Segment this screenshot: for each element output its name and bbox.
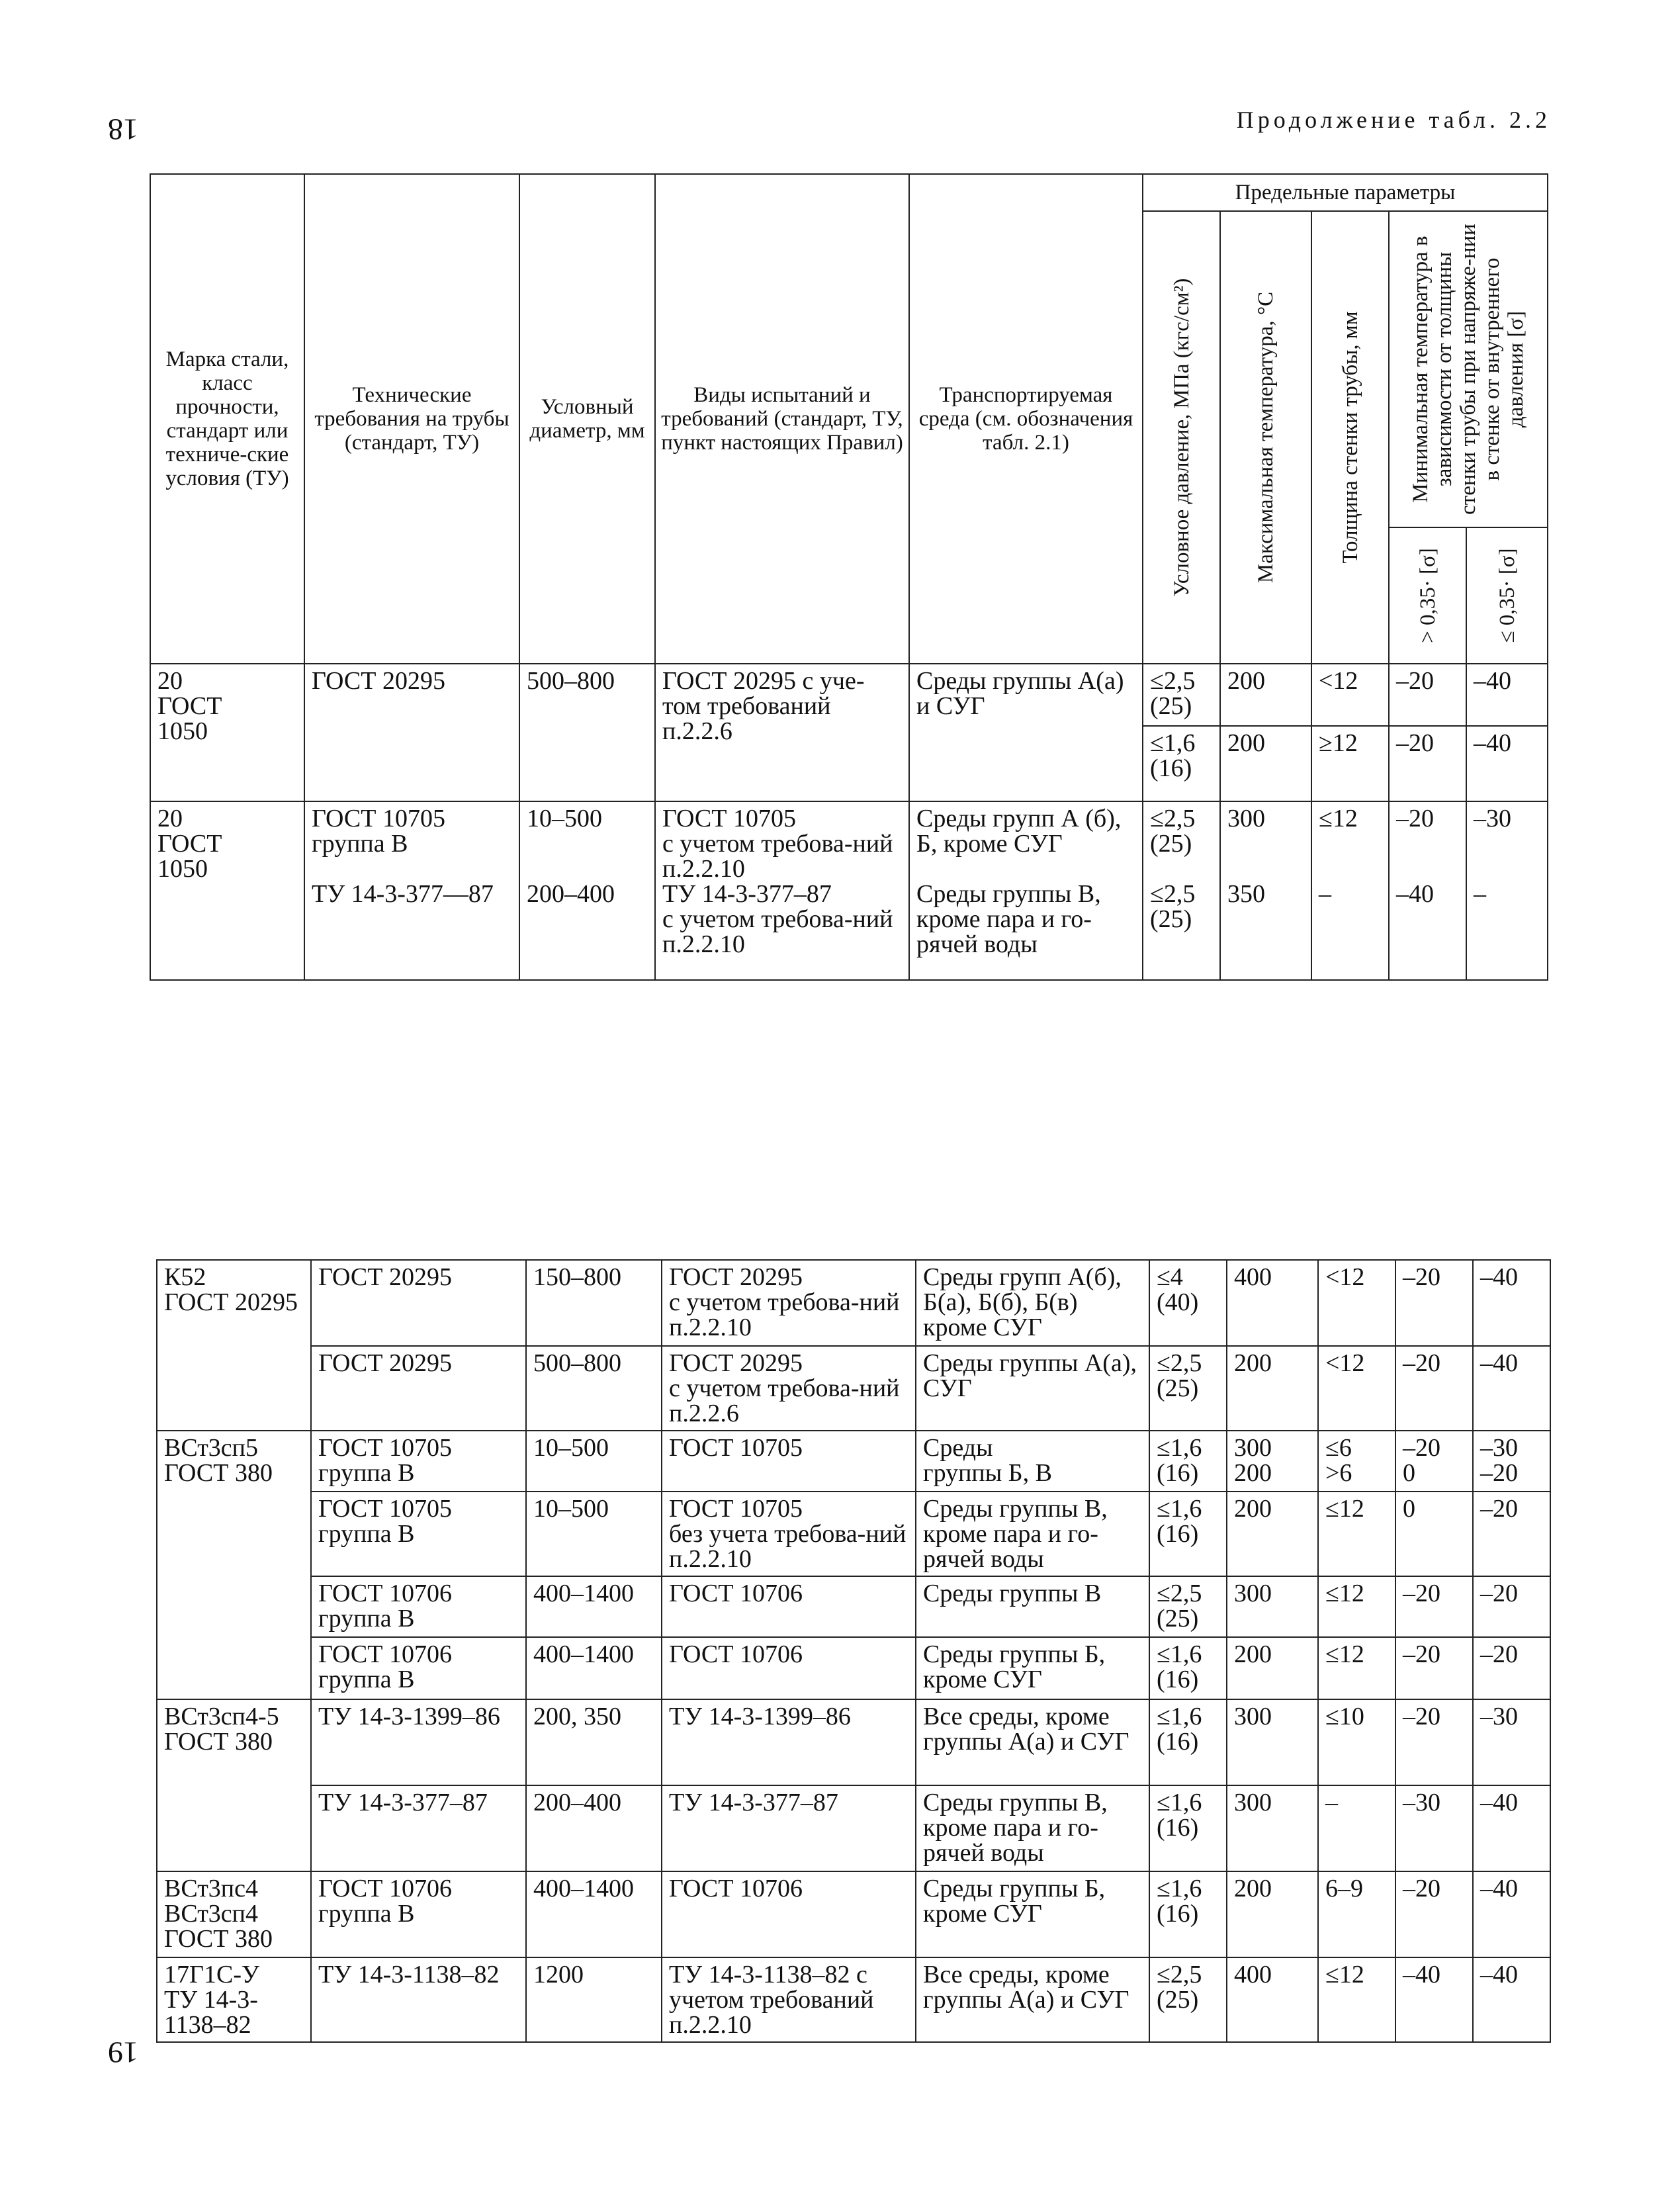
cell-grade: 20 ГОСТ 1050 [150, 801, 304, 980]
cell-temp: 300 [1227, 1699, 1318, 1785]
cell-diameter: 200–400 [526, 1785, 662, 1871]
cell-temp: 400 [1227, 1260, 1318, 1346]
cell-diameter: 10–500 [526, 1492, 662, 1576]
cell-tests: ГОСТ 10705 с учетом требова-ний п.2.2.10 ТУ 14-3-377–87 с учетом требова-ний п.2.2.10 [655, 801, 909, 980]
cell-medium: Все среды, кроме группы А(а) и СУГ [916, 1957, 1149, 2042]
cell-le: –40 [1466, 726, 1548, 801]
cell-gt: –20 [1395, 1260, 1473, 1346]
cell-tests: ТУ 14-3-1399–86 [662, 1699, 916, 1785]
cell-temp: 200 [1220, 726, 1311, 801]
cell-diameter: 400–1400 [526, 1871, 662, 1957]
cell-le: –40 [1473, 1346, 1550, 1431]
table-row [157, 1785, 1550, 1871]
header-tech: Технические требования на трубы (стандарт, ТУ) [304, 174, 519, 664]
header-tests: Виды испытаний и требований (стандарт, ТУ, пункт настоящих Правил) [655, 174, 909, 664]
cell-pressure: ≤2,5 (25) [1149, 1346, 1227, 1431]
cell-tests: ГОСТ 10706 [662, 1871, 916, 1957]
cell-tests: ГОСТ 10706 [662, 1637, 916, 1699]
cell-tech: ГОСТ 10706 группа В [311, 1871, 526, 1957]
continuation-label: Продолжение табл. 2.2 [1236, 107, 1551, 133]
cell-pressure: ≤2,5 (25) ≤2,5 (25) [1143, 801, 1220, 980]
cell-gt: –20 [1395, 1871, 1473, 1957]
table-row [157, 1699, 1550, 1785]
cell-tech: ТУ 14-3-377–87 [311, 1785, 526, 1871]
cell-medium: Все среды, кроме группы А(а) и СУГ [916, 1699, 1149, 1785]
cell-le: –20 [1473, 1637, 1550, 1699]
cell-diameter: 400–1400 [526, 1637, 662, 1699]
cell-pressure: ≤1,6 (16) [1149, 1871, 1227, 1957]
cell-gt: –20 [1395, 1699, 1473, 1785]
cell-medium: Среды группы Б, кроме СУГ [916, 1637, 1149, 1699]
cell-le: –30 – [1466, 801, 1548, 980]
table-row [157, 1346, 1550, 1431]
cell-diameter: 400–1400 [526, 1576, 662, 1637]
cell-wall: <12 [1311, 664, 1389, 726]
cell-temp: 400 [1227, 1957, 1318, 2042]
page-number-top: 18 [108, 112, 138, 147]
cell-tests: ГОСТ 20295 с учетом требова-ний п.2.2.10 [662, 1260, 916, 1346]
cell-tests: ГОСТ 20295 с уче-том требований п.2.2.6 [655, 664, 909, 801]
cell-temp: 200 [1227, 1871, 1318, 1957]
cell-gt: 0 [1395, 1492, 1473, 1576]
cell-medium: Среды группы А(а) и СУГ [909, 664, 1143, 801]
cell-le: –20 [1473, 1492, 1550, 1576]
cell-diameter: 10–500 [526, 1431, 662, 1492]
cell-diameter: 1200 [526, 1957, 662, 2042]
cell-temp: 300 [1227, 1576, 1318, 1637]
cell-temp: 300 350 [1220, 801, 1311, 980]
cell-tech: ГОСТ 10706 группа В [311, 1637, 526, 1699]
table-row [150, 664, 1548, 726]
cell-grade: ВСт3сп5 ГОСТ 380 [157, 1431, 311, 1699]
cell-le: –40 [1473, 1957, 1550, 2042]
cell-temp: 200 [1227, 1346, 1318, 1431]
table-row [157, 1260, 1550, 1346]
cell-tests: ГОСТ 10706 [662, 1576, 916, 1637]
cell-tech: ГОСТ 20295 [311, 1260, 526, 1346]
page-number-bottom: 19 [108, 2035, 138, 2070]
cell-tech: ТУ 14-3-1138–82 [311, 1957, 526, 2042]
cell-tech: ГОСТ 10705 группа В [311, 1431, 526, 1492]
table-row [150, 801, 1548, 980]
cell-tests: ГОСТ 20295 с учетом требова-ний п.2.2.6 [662, 1346, 916, 1431]
cell-medium: Среды групп А (б), Б, кроме СУГ Среды группы В, кроме пара и го-рячей воды [909, 801, 1143, 980]
header-le: ≤ 0,35· [σ] [1495, 548, 1519, 643]
cell-temp: 200 [1227, 1492, 1318, 1576]
cell-medium: Среды группы Б, В [916, 1431, 1149, 1492]
cell-tech: ГОСТ 10705 группа В ТУ 14-3-377—87 [304, 801, 519, 980]
cell-tech: ТУ 14-3-1399–86 [311, 1699, 526, 1785]
cell-wall: ≤12 [1318, 1576, 1395, 1637]
cell-wall: ≤10 [1318, 1699, 1395, 1785]
cell-le: –20 [1473, 1576, 1550, 1637]
table-top [150, 173, 1548, 981]
cell-medium: Среды группы Б, кроме СУГ [916, 1871, 1149, 1957]
cell-grade: 17Г1С-У ТУ 14-3- 1138–82 [157, 1957, 311, 2042]
cell-tech: ГОСТ 10706 группа В [311, 1576, 526, 1637]
cell-gt: –20 [1395, 1637, 1473, 1699]
cell-le: –30 [1473, 1699, 1550, 1785]
table-bottom [156, 1259, 1551, 2043]
cell-temp: 200 [1227, 1637, 1318, 1699]
cell-gt: –20 –40 [1389, 801, 1466, 980]
cell-pressure: ≤4 (40) [1149, 1260, 1227, 1346]
cell-pressure: ≤2,5 (25) [1149, 1576, 1227, 1637]
cell-gt: –20 [1395, 1346, 1473, 1431]
table-row [157, 1871, 1550, 1957]
cell-temp: 200 [1220, 664, 1311, 726]
header-limits: Предельные параметры [1143, 174, 1548, 211]
header-wall: Толщина стенки трубы, мм [1338, 311, 1362, 564]
table-row [157, 1431, 1550, 1492]
cell-tests: ГОСТ 10705 [662, 1431, 916, 1492]
cell-temp: 300 [1227, 1785, 1318, 1871]
cell-wall: ≤12 [1318, 1637, 1395, 1699]
cell-pressure: ≤1,6 (16) [1143, 726, 1220, 801]
header-grade: Марка стали, класс прочности, стандарт или техниче-ские условия (ТУ) [150, 174, 304, 664]
cell-wall: <12 [1318, 1346, 1395, 1431]
cell-pressure: ≤1,6 (16) [1149, 1492, 1227, 1576]
header-pressure: Условное давление, МПа (кгс/см²) [1169, 278, 1194, 597]
cell-wall: ≤12 [1318, 1957, 1395, 2042]
cell-wall: <12 [1318, 1260, 1395, 1346]
cell-diameter: 150–800 [526, 1260, 662, 1346]
table-row [157, 1576, 1550, 1637]
cell-diameter: 500–800 [519, 664, 655, 801]
cell-pressure: ≤2,5 (25) [1143, 664, 1220, 726]
cell-medium: Среды группы В, кроме пара и го-рячей воды [916, 1492, 1149, 1576]
cell-gt: –20 [1395, 1576, 1473, 1637]
cell-le: –40 [1473, 1260, 1550, 1346]
cell-diameter: 10–500 200–400 [519, 801, 655, 980]
cell-medium: Среды группы В [916, 1576, 1149, 1637]
cell-pressure: ≤1,6 (16) [1149, 1637, 1227, 1699]
cell-grade: ВСт3сп4-5 ГОСТ 380 [157, 1699, 311, 1871]
header-temp: Максимальная температура, °С [1254, 291, 1278, 584]
cell-le: –40 [1473, 1785, 1550, 1871]
cell-grade: К52 ГОСТ 20295 [157, 1260, 311, 1431]
cell-pressure: ≤1,6 (16) [1149, 1431, 1227, 1492]
header-mintemp: Минимальная температура в зависимости от толщины стенки трубы при напряже-нии в стенке от внутреннего давления [σ] [1409, 224, 1528, 515]
cell-tests: ТУ 14-3-377–87 [662, 1785, 916, 1871]
cell-pressure: ≤1,6 (16) [1149, 1699, 1227, 1785]
table-row [157, 1492, 1550, 1576]
cell-gt: –40 [1395, 1957, 1473, 2042]
cell-medium: Среды группы В, кроме пара и го-рячей воды [916, 1785, 1149, 1871]
cell-gt: –20 [1389, 726, 1466, 801]
cell-wall: 6–9 [1318, 1871, 1395, 1957]
cell-gt: –20 0 [1395, 1431, 1473, 1492]
table-row [157, 1637, 1550, 1699]
cell-tests: ТУ 14-3-1138–82 с учетом требований п.2.2.10 [662, 1957, 916, 2042]
cell-medium: Среды группы А(а), СУГ [916, 1346, 1149, 1431]
cell-wall: ≤6 >6 [1318, 1431, 1395, 1492]
cell-wall: ≤12 – [1311, 801, 1389, 980]
cell-pressure: ≤2,5 (25) [1149, 1957, 1227, 2042]
header-gt: > 0,35· [σ] [1415, 548, 1440, 643]
table-row [157, 1957, 1550, 2042]
cell-diameter: 200, 350 [526, 1699, 662, 1785]
header-medium: Транспортируемая среда (см. обозначения табл. 2.1) [909, 174, 1143, 664]
cell-tech: ГОСТ 20295 [311, 1346, 526, 1431]
cell-gt: –30 [1395, 1785, 1473, 1871]
cell-pressure: ≤1,6 (16) [1149, 1785, 1227, 1871]
cell-grade: ВСт3пс4 ВСт3сп4 ГОСТ 380 [157, 1871, 311, 1957]
cell-wall: ≥12 [1311, 726, 1389, 801]
cell-tech: ГОСТ 20295 [304, 664, 519, 801]
cell-le: –30 –20 [1473, 1431, 1550, 1492]
cell-medium: Среды групп А(б), Б(а), Б(б), Б(в) кроме СУГ [916, 1260, 1149, 1346]
cell-wall: – [1318, 1785, 1395, 1871]
cell-grade: 20 ГОСТ 1050 [150, 664, 304, 801]
cell-temp: 300 200 [1227, 1431, 1318, 1492]
cell-le: –40 [1473, 1871, 1550, 1957]
cell-le: –40 [1466, 664, 1548, 726]
header-diameter: Условный диаметр, мм [519, 174, 655, 664]
cell-diameter: 500–800 [526, 1346, 662, 1431]
cell-wall: ≤12 [1318, 1492, 1395, 1576]
cell-tests: ГОСТ 10705 без учета требова-ний п.2.2.10 [662, 1492, 916, 1576]
cell-tech: ГОСТ 10705 группа В [311, 1492, 526, 1576]
cell-gt: –20 [1389, 664, 1466, 726]
